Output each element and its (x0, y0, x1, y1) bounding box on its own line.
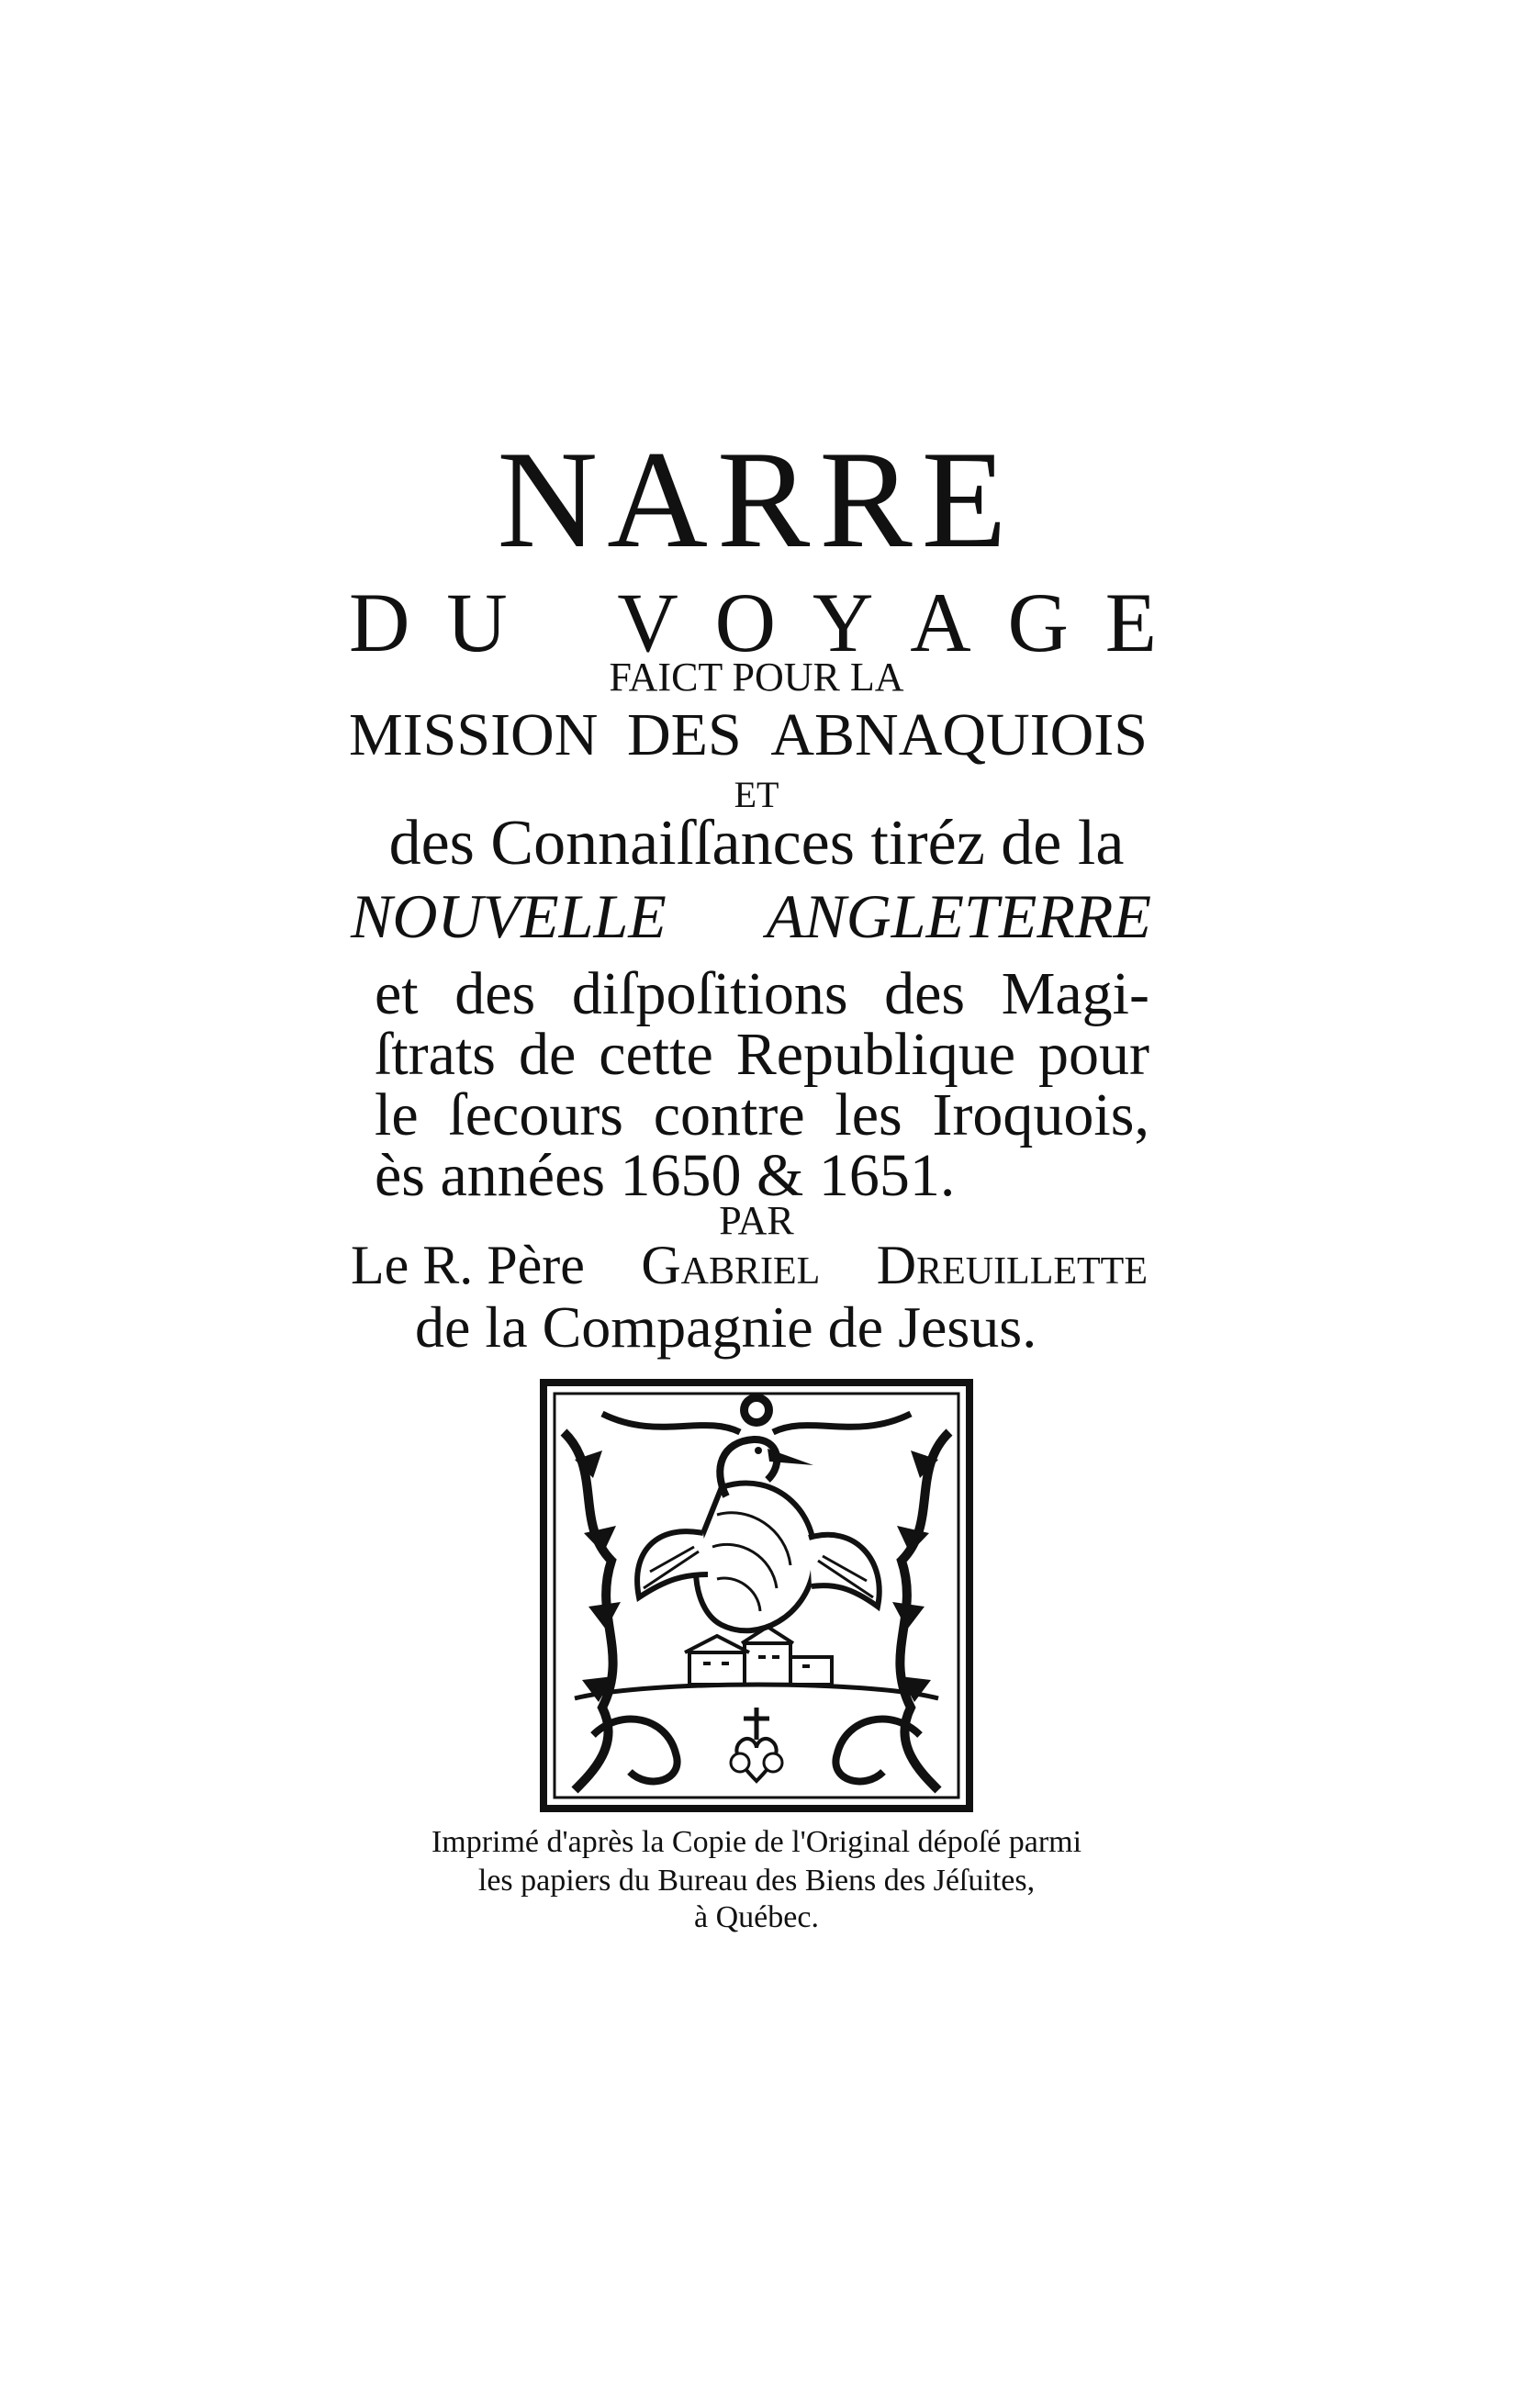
body-line-iroquois (375, 1081, 1149, 1148)
word: NOUVELLE (351, 881, 667, 951)
body-line-connaissances: des Connaiſſances tiréz de la (388, 808, 1125, 879)
letter: G (1007, 576, 1069, 669)
word: de (518, 1021, 577, 1088)
body-line-nouvelle-angleterre (351, 881, 1151, 951)
letter: O (714, 576, 777, 669)
letter: A (910, 576, 971, 669)
word: contre (653, 1081, 805, 1148)
letter: V (617, 576, 678, 669)
imprint-line-2: les papiers du Bureau des Biens des Jéſuites, (477, 1864, 1036, 1898)
subtitle-et: ET (734, 774, 779, 815)
word: ſtrats (375, 1021, 496, 1088)
author-line (351, 1235, 1148, 1295)
imprint-line-3: à Québec. (694, 1900, 819, 1934)
word: les (835, 1081, 902, 1148)
word: le (375, 1081, 419, 1148)
author-title: Le R. Père (351, 1235, 585, 1295)
letter: U (446, 576, 508, 669)
author-last-name: Dreuillette (876, 1235, 1148, 1295)
word: cette (599, 1021, 713, 1088)
author-affiliation: de la Compagnie de Jesus. (415, 1294, 1037, 1360)
word: diſpoſitions (571, 960, 848, 1027)
subtitle-faict: FAICT POUR LA (609, 655, 904, 700)
word: MISSION (349, 701, 599, 768)
page-title: NARRE (497, 422, 1016, 577)
letter: Y (812, 576, 874, 669)
body-line-annees: ès années 1650 & 1651. (375, 1142, 956, 1209)
letter: D (349, 576, 410, 669)
author-first-name: Gabriel (641, 1235, 821, 1295)
word: Iroquois, (932, 1081, 1149, 1148)
word: ABNAQUIOIS (770, 701, 1148, 768)
word: ANGLETERRE (766, 881, 1151, 951)
letter: E (1104, 576, 1157, 669)
body-line-republique (375, 1021, 1149, 1088)
word: ſecours (448, 1081, 623, 1148)
pelican-emblem-icon (538, 1377, 975, 1814)
word: et (375, 960, 419, 1027)
word: pour (1038, 1021, 1149, 1088)
body-line-dispositions (375, 960, 1149, 1027)
word-gap (544, 580, 581, 665)
word: des (884, 960, 966, 1027)
word: DES (627, 701, 742, 768)
word: des (454, 960, 536, 1027)
subtitle-du-voyage (349, 576, 1157, 669)
word: Magi- (1001, 960, 1149, 1027)
subtitle-mission (349, 701, 1148, 768)
imprint-line-1: Imprimé d'après la Copie de l'Original dépoſé parmi (431, 1825, 1082, 1859)
word: Republique (735, 1021, 1016, 1088)
body-line-par: PAR (719, 1198, 794, 1243)
